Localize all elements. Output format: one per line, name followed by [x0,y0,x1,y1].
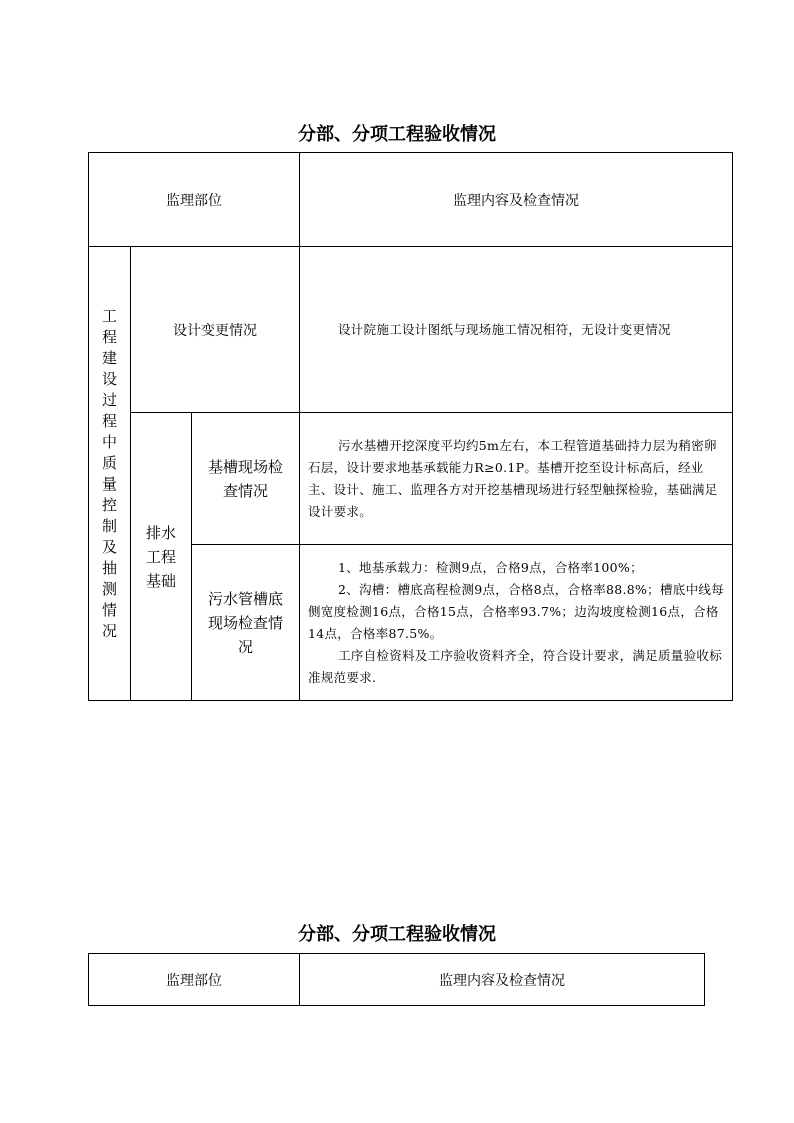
vertical-label-char: 过 [101,390,117,409]
trench-measurement-line: 2、沟槽：槽底高程检测9点，合格8点，合格率88.8%；槽底中线每侧宽度检测16点，合格15点，合格率93.7%；边沟坡度检测16点，合格14点，合格率87.5%。 [308,581,724,641]
trench-inspection-content [300,413,733,545]
header-supervision-part-2: 监理部位 [89,954,300,1006]
vertical-label-char: 及 [101,537,117,556]
inspection-table-2 [88,953,705,1006]
design-change-content [300,247,733,413]
vertical-label-char: 程 [101,411,117,430]
group-label-line: 基础 [145,571,176,590]
vertical-label-char: 中 [101,432,117,451]
pipe-trench-inspection-content [300,545,733,701]
trench-label-line: 基槽现场检 [207,457,283,476]
trench-inspection-label [192,413,300,545]
trench-label-line: 查情况 [222,481,268,500]
vertical-label-char: 质 [101,453,117,472]
vertical-category-label [89,247,131,701]
vertical-label-char: 控 [101,495,117,514]
vertical-label-char: 设 [101,369,117,388]
pipe-trench-label-line: 现场检查情 [207,613,283,632]
group-label-line: 排水 [145,523,176,542]
group-label-line: 工程 [145,547,176,566]
trench-inspection-text: 污水基槽开挖深度平均约5m左右，本工程管道基础持力层为稍密卵石层，设计要求地基承载能力R≥0.1P。基槽开挖至设计标高后，经业主、设计、施工、监理各方对开挖基槽现场进行轻型触探检验，基础满足设计要求。 [308,437,718,519]
header-supervision-content-2: 监理内容及检查情况 [300,954,705,1006]
pipe-trench-label-line: 况 [237,637,253,656]
vertical-label-char: 测 [101,579,117,598]
page-title-2: 分部、分项工程验收情况 [298,924,496,945]
vertical-label-char: 程 [101,327,117,346]
vertical-label-char: 情 [101,600,117,619]
vertical-label-char: 况 [101,621,117,640]
page-title-1: 分部、分项工程验收情况 [298,124,496,145]
header-supervision-part: 监理部位 [89,153,300,247]
bearing-capacity-line: 1、地基承载力：检测9点，合格9点，合格率100%； [338,559,643,575]
vertical-label-char: 量 [101,474,117,493]
inspection-table-1 [88,152,733,701]
header-supervision-content: 监理内容及检查情况 [300,153,733,247]
vertical-label-char: 制 [101,516,117,535]
vertical-label-char: 建 [101,348,117,367]
pipe-trench-label-line: 污水管槽底 [207,589,283,608]
pipe-trench-inspection-label [192,545,300,701]
design-change-label: 设计变更情况 [131,247,300,413]
vertical-label-char: 工 [101,306,117,325]
vertical-label-char: 抽 [101,558,117,577]
acceptance-docs-line: 工序自检资料及工序验收资料齐全，符合设计要求，满足质量验收标准规范要求. [308,647,723,685]
drainage-foundation-label [131,413,192,701]
design-change-text: 设计院施工设计图纸与现场施工情况相符，无设计变更情况 [338,321,671,337]
